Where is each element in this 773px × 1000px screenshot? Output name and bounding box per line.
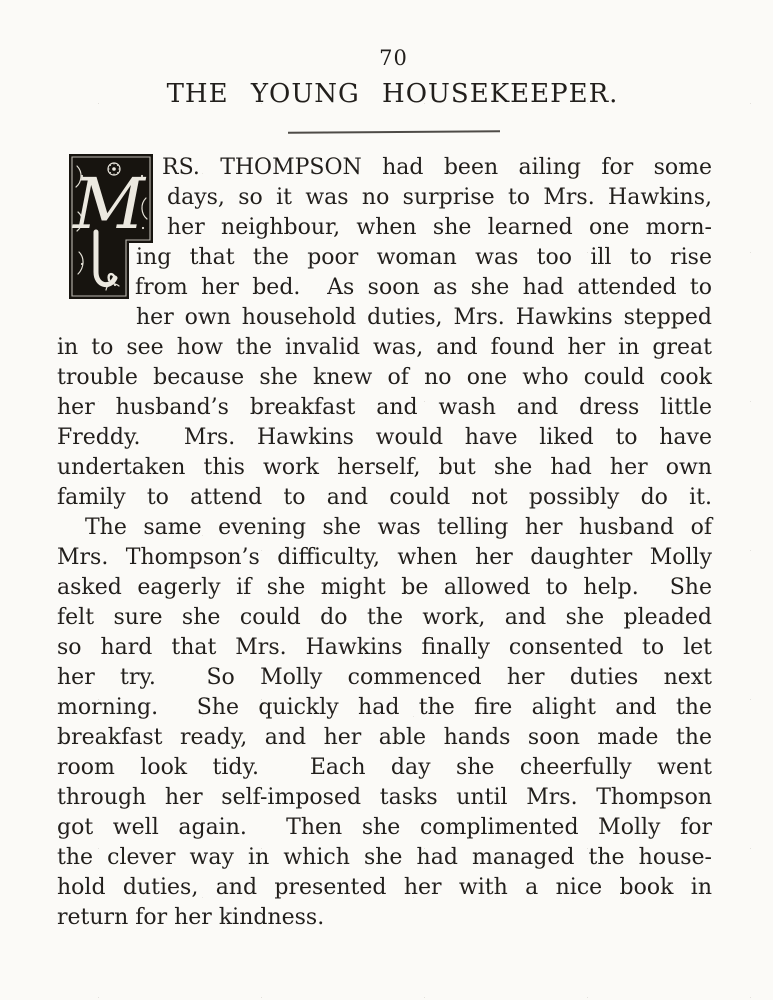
text-line: in to see how the invalid was, and found her in great	[57, 335, 712, 360]
text-line: RS. THOMPSON had been ailing for some	[162, 155, 712, 180]
text-line: room look tidy. Each day she cheerfully went	[57, 755, 712, 780]
text-line: her own household duties, Mrs. Hawkins stepped	[136, 305, 712, 330]
text-line: felt sure she could do the work, and she pleaded	[57, 605, 712, 630]
page-number: 70	[379, 46, 408, 70]
paragraph-1	[57, 153, 712, 513]
text-line: family to attend to and could not possibly do it.	[57, 485, 712, 510]
text-line: hold duties, and presented her with a nice book in	[57, 875, 712, 900]
text-line: so hard that Mrs. Hawkins finally consented to let	[57, 635, 712, 660]
text-line: Mrs. Thompson’s difficulty, when her daughter Molly	[57, 545, 712, 570]
title-rule	[288, 130, 500, 133]
text-line: The same evening she was telling her husband of	[85, 515, 712, 540]
text-line: her neighbour, when she learned one morn-	[167, 215, 712, 240]
text-line: asked eagerly if she might be allowed to help. She	[57, 575, 712, 600]
paragraph-2	[57, 513, 712, 933]
drop-cap-ornate-initial-icon	[69, 154, 153, 299]
text-line: undertaken this work herself, but she had her own	[57, 455, 712, 480]
text-line: Freddy. Mrs. Hawkins would have liked to have	[57, 425, 712, 450]
text-line: got well again. Then she complimented Molly for	[57, 815, 712, 840]
page-title: THE YOUNG HOUSEKEEPER.	[166, 79, 619, 109]
text-line: trouble because she knew of no one who could cook	[57, 365, 712, 390]
text-line: ing that the poor woman was too ill to rise	[136, 245, 712, 270]
story-text	[57, 153, 712, 933]
text-line: from her bed. As soon as she had attended to	[135, 275, 712, 300]
text-line: her try. So Molly commenced her duties next	[57, 665, 712, 690]
text-line: days, so it was no surprise to Mrs. Hawkins,	[167, 185, 712, 210]
text-line: the clever way in which she had managed the house-	[57, 845, 712, 870]
text-line: her husband’s breakfast and wash and dress little	[57, 395, 712, 420]
text-line: through her self-imposed tasks until Mrs. Thompson	[57, 785, 712, 810]
drop-cap-initial: M	[73, 163, 145, 245]
text-line: morning. She quickly had the fire alight and the	[57, 695, 712, 720]
text-line: return for her kindness.	[57, 905, 325, 930]
text-line: breakfast ready, and her able hands soon made the	[57, 725, 712, 750]
